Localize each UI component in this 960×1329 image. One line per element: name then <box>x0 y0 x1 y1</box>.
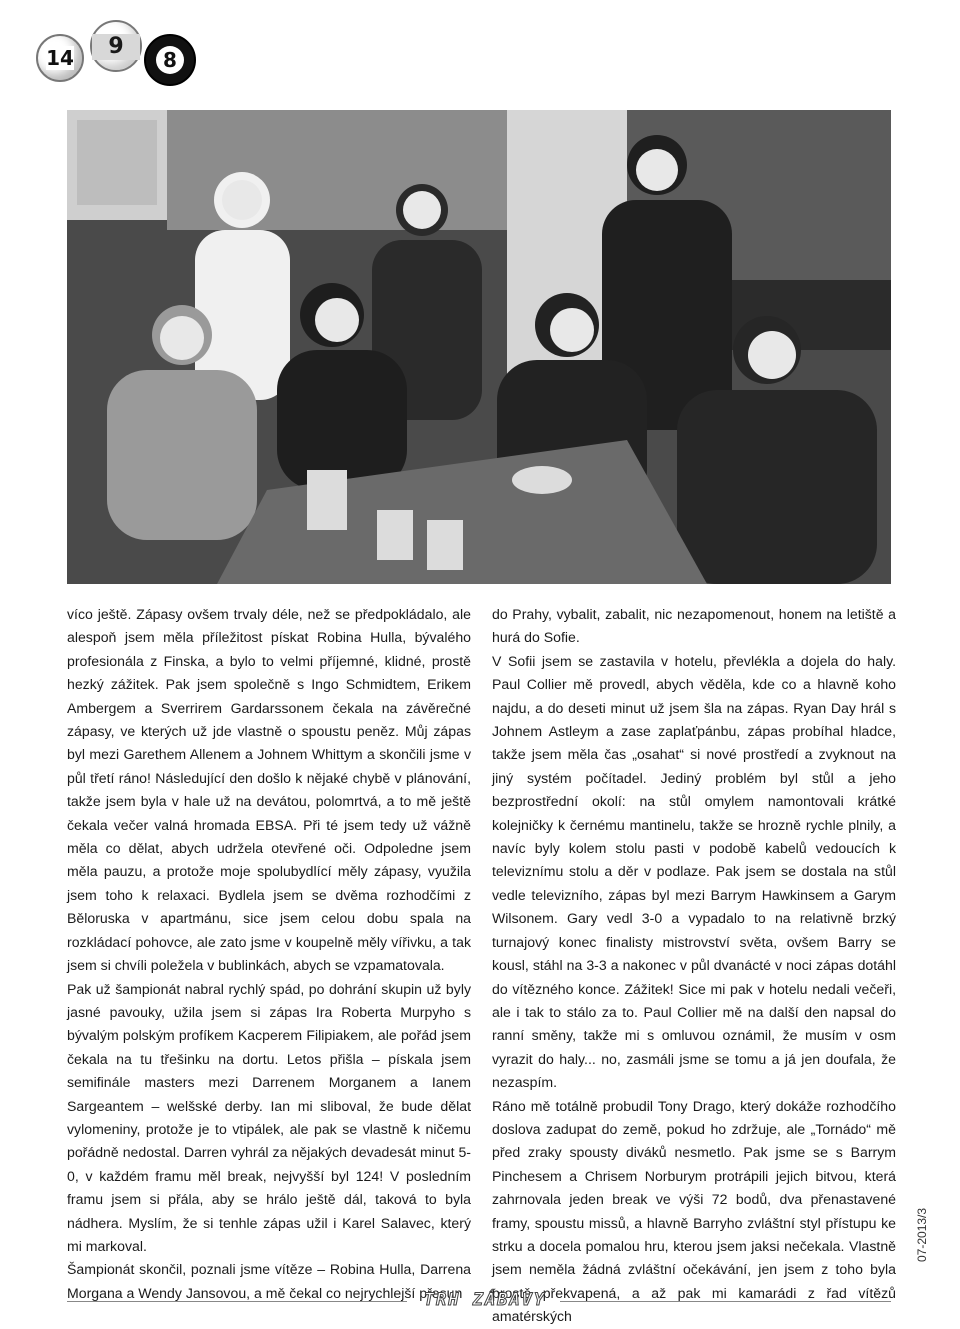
paragraph: víco ještě. Zápasy ovšem trvaly déle, než se předpokládalo, ale alespoň jsem měla příležitost pískat Robina Hulla, bývalého profesionála z Finska, a bylo to velmi příjemné, klidné, prostě hezký zážitek. Pak jsem společně s Ingo Schmidtem, Erikem Ambergem a Sverrirem Gardarssonem čekala na závěrečné zápasy, ve kterých už jde vlastně o spoustu peněz. Můj zápas byl mezi Garethem Allenem a Johnem Whittym a skončili jsme v půl třetí ráno! Následující den došlo k nějaké chybě v plánování, takže jsem byla v hale už na devátou, polomrtvá, a to mě ještě čekala večer valná hromada EBSA. Při té jsem tedy už vážně měla co dělat, abych udržela otevřené oči. Odpoledne jsem měla pauzu, a protože moje spolubydlící měly zápasy, využila jsem toho k relaxaci. Bydlela jsem se dvěma rozhodčími z Běloruska v apartmánu, sice jsem celou dobu spala na rozkládací pohovce, ale zato jsme v koupelně měly vířivku, a tak jsem si chvíli poležela v bublinkách, abych se vzpamatovala. <box>67 606 471 974</box>
ball-8-icon: 8 <box>144 34 196 86</box>
paragraph: Ráno mě totálně probudil Tony Drago, který dokáže rozhodčího doslova zadupat do země, pokud ho zdržuje, ale „Tornádo“ mě před zraky spousty diváků nesmetlo. Pak jsme se s Barrym Pinchesem a Chrisem Norburym protrápili jejich bitvou, která zahrnovala jeden break ve výši 72 bodů, dva přenastavené framy, spoustu missů, a hlavně Barryho zvláštní styl přístupu ke strku a docela pomalou hru, kterou jsem jaksi nečekala. Vlastně jsem neměla žádná zvláštní očekávání, jen jsem z toho byla prostě překvapená, a až pak mi kamarádi z řad vítězů amatérských <box>492 1097 896 1325</box>
footer-divider <box>560 1301 891 1302</box>
group-photo-icon <box>67 110 891 584</box>
paragraph: Pak už šampionát nabral rychlý spád, po dohrání skupin už byly jasné pavouky, užila jsem si zápas Ira Roberta Murpyho s bývalým polským profíkem Kacperem Filipiakem, ale pořád jsem čekala na tu třešinku na dortu. Letos přišla – pískala jsem semifinále masters mezi Darrenem Morganem a Ianem Sargeantem – welšské derby. Ian mi sliboval, že bude dělat vylomeniny, protože je to vtipálek, ale pak se vlastně k ničemu pořádně nedostal. Darren vyhrál za nějakých devadesát minut 5-0, v každém framu měl break, nejvyšší byl 124! V posledním framu jsem si přála, aby se hrálo ještě dál, taková to byla nádhera. Myslím, že si tenhle zápas užil i Karel Salavec, který mi markoval. <box>67 980 471 1254</box>
paragraph: do Prahy, vybalit, zabalit, nic nezapomenout, honem na letiště a hurá do Sofie. <box>492 606 896 646</box>
billiard-balls-logo <box>8 12 198 82</box>
ball-14-icon: 14 <box>36 34 84 82</box>
footer <box>0 1290 960 1313</box>
group-photo <box>67 110 891 584</box>
magazine-logo: TRH ZÁBAVY <box>423 1290 547 1310</box>
right-column <box>492 603 896 1329</box>
issue-label: 07-2013/3 <box>915 1207 929 1262</box>
paragraph: Šampionát skončil, poznali jsme vítěze – Robina Hulla, Darrena Morgana a Wendy Jansovou, a mě čekal co nejrychlejší přesun <box>67 1261 471 1301</box>
paragraph: V Sofii jsem se zastavila v hotelu, převlékla a dojela do haly. Paul Collier mě provedl, abych věděla, kde co a hlavně koho najdu, a do deseti minut už jsem šla na zápas. Ryan Day hrál s Johnem Astleym a zase zaplaťpánbu, zápas probíhal hladce, takže jsem měla čas „osahat“ si nové prostředí a zvyknout na jiný systém počítadel. Jediný problém byl stůl a jeho bezprostřední okolí: na stůl omylem namontovali krátké kolejničky k černému mantinelu, takže se hrozně rychle plnily, a navíc byly kolem stolu pasti v podobě kabelů vedoucích k televiznímu stolu a děr v podlaze. Pak jsem se dostala na stůl vedle televizního, zápas byl mezi Barrym Hawkinsem a Garym Wilsonem. Gary vedl 3-0 a vypadalo to na relativně brzký turnajový konec finalisty mistrovství světa, ovšem Barry se kousl, stáhl na 3-3 a nakonec v půl dvanácté v noci zápas dotáhl do vítězného konce. Zážitek! Sice mi pak v hotelu nedali večeři, ale i tak to stálo za to. Paul Collier mě na další den napsal do ranní směny, takže mi s omluvou oznámil, že musím v osm vyrazit do haly... no, zasmáli jsme se tomu a já jen doufala, že nezaspím. <box>492 652 896 1091</box>
ball-9-icon: 9 <box>90 20 142 72</box>
footer-divider <box>67 1301 407 1302</box>
left-column <box>67 603 471 1305</box>
